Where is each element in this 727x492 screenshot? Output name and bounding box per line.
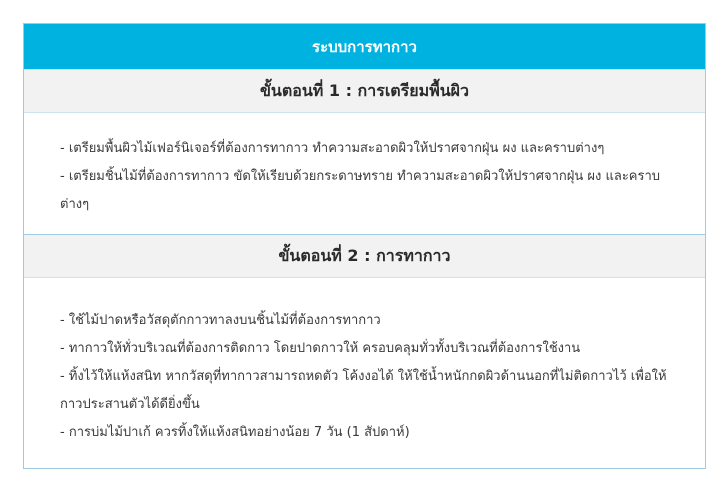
panel-title: ระบบการทากาว bbox=[312, 37, 417, 56]
step-2-heading bbox=[24, 234, 705, 278]
step-1-title: ขั้นตอนที่ 1 : การเตรียมพื้นผิว bbox=[259, 80, 470, 100]
step-2-line-1: - ใช้ไม้ปาดหรือวัสดุตักกาวทาลงบนชิ้นไม้ที่ต้องการทากาว bbox=[60, 313, 381, 328]
step-1-heading bbox=[24, 69, 705, 113]
step-1-line-2: - เตรียมชิ้นไม้ที่ต้องการทากาว ขัดให้เรียบด้วยกระดาษทราย ทำความสะอาดผิวให้ปราศจากฝุ่น ผง และคราบต่างๆ bbox=[60, 169, 661, 212]
panel-header bbox=[24, 24, 705, 69]
step-2-line-3: - ทิ้งไว้ให้แห้งสนิท หากวัสดุที่ทากาวสามารถหดตัว โค้งงอได้ ให้ใช้น้ำหนักกดผิวด้านนอกที่ไม่ติดกาวไว้ เพื่อให้กาวประสานตัวได้ดียิ่งขึ้น bbox=[60, 369, 667, 412]
step-2-line-4: - การบ่มไม้ปาเก้ ควรทิ้งให้แห้งสนิทอย่างน้อย 7 วัน (1 สัปดาห์) bbox=[60, 425, 410, 440]
step-1-line-1: - เตรียมพื้นผิวไม้เฟอร์นิเจอร์ที่ต้องการทากาว ทำความสะอาดผิวให้ปราศจากฝุ่น ผง และคราบต่างๆ bbox=[60, 141, 605, 156]
step-2-title: ขั้นตอนที่ 2 : การทากาว bbox=[278, 245, 451, 265]
step-2-body bbox=[24, 307, 705, 447]
step-2-line-2: - ทากาวให้ทั่วบริเวณที่ต้องการติดกาว โดยปาดกาวให้ ครอบคลุมทั่วทั้งบริเวณที่ต้องการใช้งาน bbox=[60, 341, 581, 356]
step-1-body bbox=[24, 135, 705, 219]
glue-process-panel bbox=[23, 23, 706, 469]
